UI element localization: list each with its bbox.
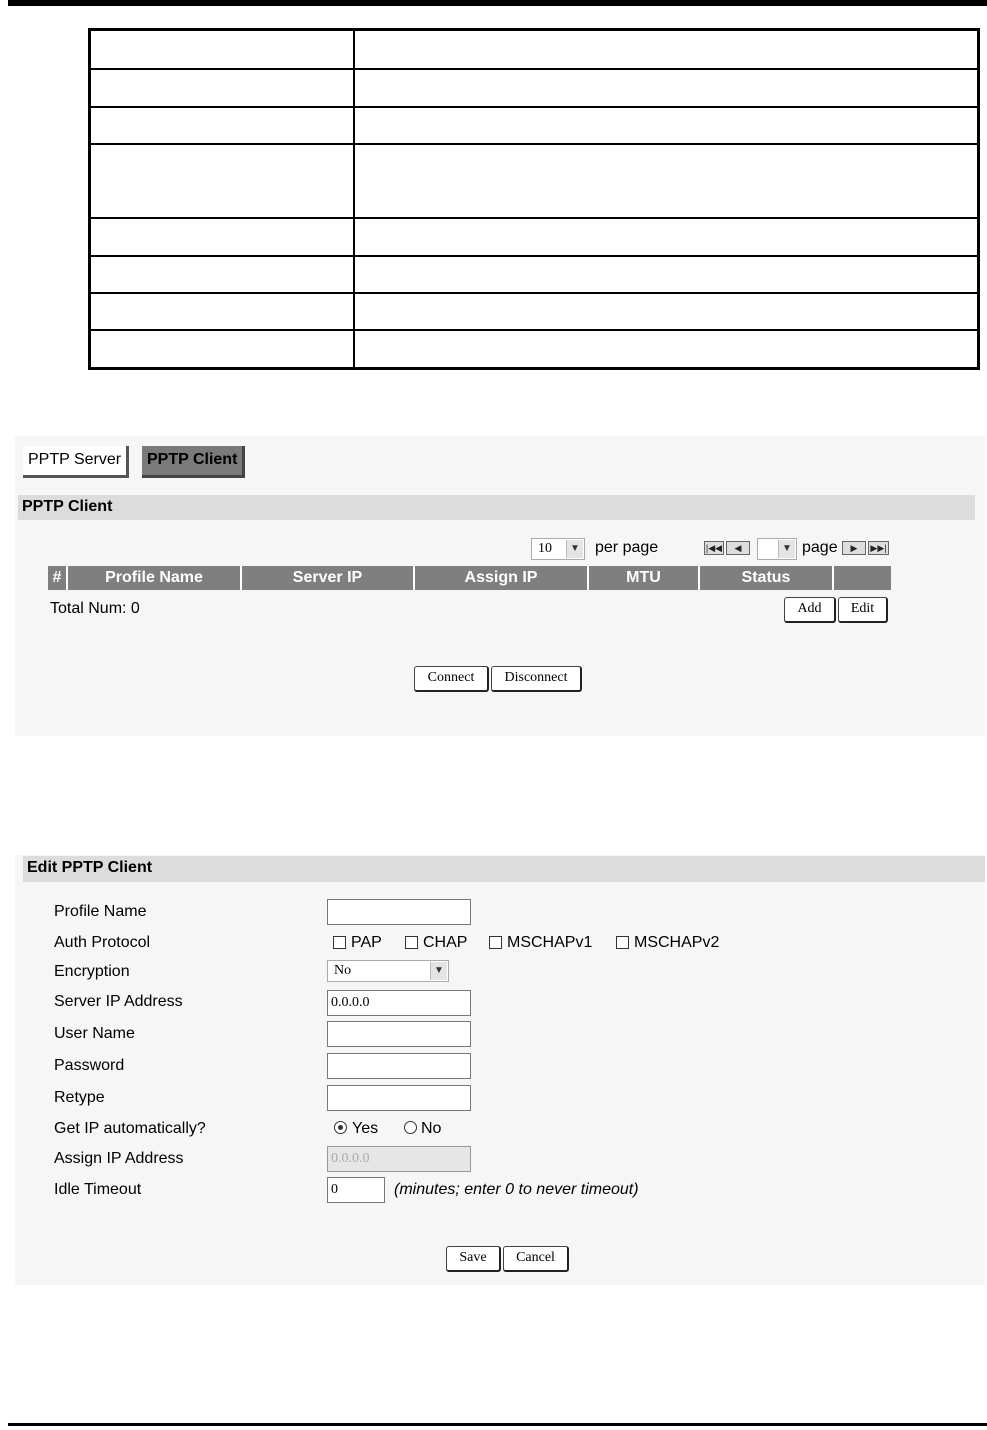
idle-timeout-label: Idle Timeout xyxy=(54,1181,142,1198)
mschapv2-checkbox[interactable] xyxy=(616,936,629,949)
next-page-icon[interactable]: ▶ xyxy=(842,541,866,555)
edit-button[interactable]: Edit xyxy=(838,597,888,623)
auth-protocol-label: Auth Protocol xyxy=(54,934,151,951)
page-select[interactable] xyxy=(757,538,797,560)
table-column-divider xyxy=(353,31,355,367)
column-header-profile-name: Profile Name xyxy=(68,566,242,590)
get-ip-auto-label: Get IP automatically? xyxy=(54,1120,206,1137)
get-ip-no-radio[interactable] xyxy=(404,1121,417,1134)
client-section-title: PPTP Client xyxy=(18,495,975,520)
column-header-actions xyxy=(834,566,891,590)
table-row-divider xyxy=(91,106,977,108)
pap-label: PAP xyxy=(351,934,382,951)
assign-ip-label: Assign IP Address xyxy=(54,1150,184,1167)
column-header-number: # xyxy=(48,566,68,590)
get-ip-no-label: No xyxy=(421,1120,442,1137)
cancel-button[interactable]: Cancel xyxy=(503,1246,569,1272)
server-ip-label: Server IP Address xyxy=(54,993,183,1010)
table-row-divider xyxy=(91,292,977,294)
previous-page-icon[interactable]: ◀ xyxy=(726,541,750,555)
table-row-divider xyxy=(91,143,977,145)
tab-pptp-server[interactable]: PPTP Server xyxy=(23,446,129,478)
top-rule xyxy=(8,0,987,6)
column-header-assign-ip: Assign IP xyxy=(415,566,589,590)
assign-ip-input[interactable]: 0.0.0.0 xyxy=(327,1146,471,1172)
disconnect-button[interactable]: Disconnect xyxy=(491,666,582,692)
table-row-divider xyxy=(91,255,977,257)
encryption-value: No xyxy=(334,963,352,978)
column-header-mtu: MTU xyxy=(589,566,700,590)
column-header-server-ip: Server IP xyxy=(242,566,415,590)
encryption-select[interactable] xyxy=(327,960,449,982)
retype-password-input[interactable] xyxy=(327,1085,471,1111)
server-ip-input[interactable]: 0.0.0.0 xyxy=(327,990,471,1016)
idle-timeout-input[interactable]: 0 xyxy=(327,1177,385,1203)
per-page-label: per page xyxy=(595,539,659,556)
table-row-divider xyxy=(91,329,977,331)
mschapv2-label: MSCHAPv2 xyxy=(634,934,720,951)
save-button[interactable]: Save xyxy=(446,1246,501,1272)
client-table-header xyxy=(48,566,891,590)
chevron-down-icon: ▼ xyxy=(430,962,447,980)
get-ip-yes-label: Yes xyxy=(352,1120,379,1137)
add-button[interactable]: Add xyxy=(784,597,836,623)
total-count: Total Num: 0 xyxy=(50,600,140,617)
profile-name-input[interactable] xyxy=(327,899,471,925)
idle-timeout-hint: (minutes; enter 0 to never timeout) xyxy=(394,1181,639,1198)
chevron-down-icon: ▼ xyxy=(566,540,583,558)
page-label: page xyxy=(802,539,838,556)
edit-section-title: Edit PPTP Client xyxy=(23,856,985,882)
connect-button[interactable]: Connect xyxy=(414,666,489,692)
chevron-down-icon: ▼ xyxy=(778,540,795,558)
user-name-label: User Name xyxy=(54,1025,135,1042)
column-header-status: Status xyxy=(700,566,834,590)
pap-checkbox[interactable] xyxy=(333,936,346,949)
table-row-divider xyxy=(91,217,977,219)
bottom-rule xyxy=(8,1423,987,1426)
password-label: Password xyxy=(54,1057,125,1074)
per-page-select[interactable] xyxy=(531,538,585,560)
user-name-input[interactable] xyxy=(327,1021,471,1047)
document-table xyxy=(88,28,980,370)
tab-pptp-client[interactable]: PPTP Client xyxy=(142,446,245,478)
last-page-icon[interactable]: ▶▶| xyxy=(868,541,889,555)
chap-checkbox[interactable] xyxy=(405,936,418,949)
first-page-icon[interactable]: |◀◀ xyxy=(705,543,723,553)
profile-name-label: Profile Name xyxy=(54,903,147,920)
get-ip-yes-radio[interactable] xyxy=(334,1121,347,1134)
chap-label: CHAP xyxy=(423,934,468,951)
encryption-label: Encryption xyxy=(54,963,130,980)
mschapv1-checkbox[interactable] xyxy=(489,936,502,949)
table-row-divider xyxy=(91,68,977,70)
mschapv1-label: MSCHAPv1 xyxy=(507,934,593,951)
edit-form-panel xyxy=(15,855,985,1285)
password-input[interactable] xyxy=(327,1053,471,1079)
retype-label: Retype xyxy=(54,1089,105,1106)
per-page-value: 10 xyxy=(538,541,552,556)
